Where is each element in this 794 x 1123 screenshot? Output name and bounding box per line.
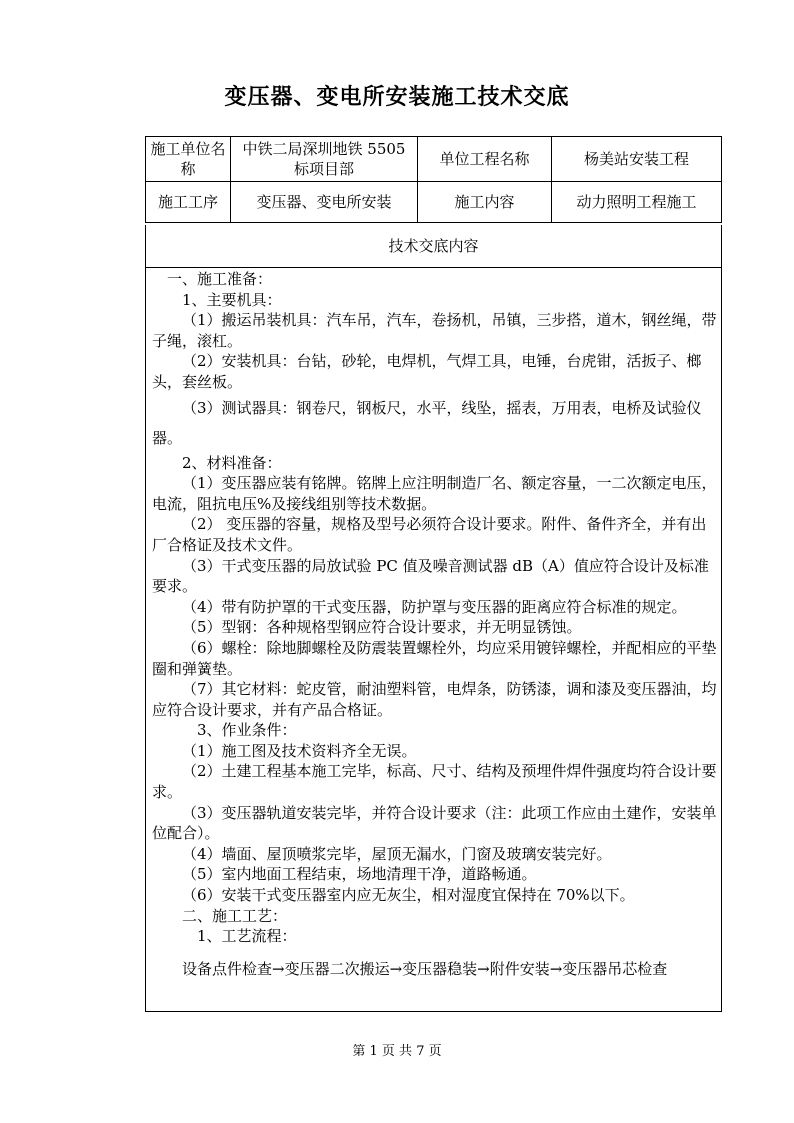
paragraph: （4）带有防护罩的干式变压器，防护罩与变压器的距离应符合标准的规定。 <box>182 597 687 616</box>
subsection-heading: 1、工艺流程： <box>197 927 297 946</box>
info-row-process <box>146 182 722 223</box>
process-label: 施工工序 <box>146 182 231 223</box>
content-label: 施工内容 <box>418 182 552 223</box>
disclosure-content <box>146 268 721 979</box>
process-value: 变压器、变电所安装 <box>231 182 418 223</box>
project-label: 单位工程名称 <box>418 137 552 182</box>
section-heading: 二、施工工艺： <box>182 906 288 925</box>
page-number: 第 1 页 共 7 页 <box>352 1044 442 1059</box>
paragraph: （1）搬运吊装机具：汽车吊，汽车，卷扬机，吊镇，三步搭，道木，钢丝绳，带子绳，滚杠。 <box>152 311 717 350</box>
info-row-unit <box>146 137 722 182</box>
subsection-heading: 3、作业条件： <box>197 721 297 740</box>
disclosure-heading: 技术交底内容 <box>146 225 721 268</box>
paragraph: （1）变压器应装有铭牌。铭牌上应注明制造厂名、额定容量，一二次额定电压，电流，阻抗电压%及接线组别等技术数据。 <box>152 474 717 513</box>
subsection-heading: 1、主要机具： <box>182 290 282 309</box>
paragraph: （2）安装机具：台钻，砂轮，电焊机，气焊工具，电锤，台虎钳，活扳子、榔头，套丝板。 <box>152 352 702 391</box>
paragraph: （3）干式变压器的局放试验 PC 值及噪音测试器 dB（A）值应符合设计及标准要求。 <box>152 556 709 596</box>
paragraph: （3）测试器具：钢卷尺，钢板尺，水平，线坠，摇表，万用表，电桥及试验仪器。 <box>152 398 702 447</box>
paragraph: （6）安装干式变压器室内应无灰尘，相对湿度宜保持在 70%以下。 <box>182 886 635 905</box>
paragraph: （7）其它材料：蛇皮管，耐油塑料管，电焊条，防锈漆，调和漆及变压器油，均应符合设计要求，并有产品合格证。 <box>152 680 717 719</box>
section-heading: 一、施工准备： <box>167 270 273 288</box>
paragraph: （4）墙面、屋顶喷浆完毕，屋顶无漏水，门窗及玻璃安装完好。 <box>182 844 612 863</box>
paragraph: （6）螺栓：除地脚螺栓及防震装置螺栓外，均应采用镀锌螺栓，并配相应的平垫圈和弹簧垫。 <box>152 638 717 678</box>
paragraph: （2）土建工程基本施工完毕，标高、尺寸、结构及预埋件焊件强度均符合设计要求。 <box>152 762 717 802</box>
subsection-heading: 2、材料准备： <box>182 453 282 472</box>
content-value: 动力照明工程施工 <box>552 182 722 223</box>
paragraph: （1）施工图及技术资料齐全无误。 <box>182 741 417 760</box>
disclosure-box <box>145 225 722 1012</box>
document-title: 变压器、变电所安装施工技术交底 <box>224 84 570 110</box>
unit-label: 施工单位名称 <box>146 137 231 182</box>
paragraph: （5）室内地面工程结束，场地清理干净，道路畅通。 <box>182 865 537 884</box>
project-value: 杨美站安装工程 <box>552 137 722 182</box>
info-table <box>145 136 722 223</box>
paragraph: （2） 变压器的容量，规格及型号必须符合设计要求。附件、备件齐全，并有出厂合格证及技术文件。 <box>152 515 707 554</box>
paragraph: （3）变压器轨道安装完毕，并符合设计要求（注：此项工作应由土建作，安装单位配合）。 <box>152 803 717 843</box>
paragraph: （5）型钢：各种规格型钢应符合设计要求，并无明显锈蚀。 <box>182 618 582 637</box>
unit-value: 中铁二局深圳地铁 5505 标项目部 <box>231 137 418 182</box>
process-flow: 设备点件检查→变压器二次搬运→变压器稳装→附件安装→变压器吊芯检查 <box>182 959 668 978</box>
